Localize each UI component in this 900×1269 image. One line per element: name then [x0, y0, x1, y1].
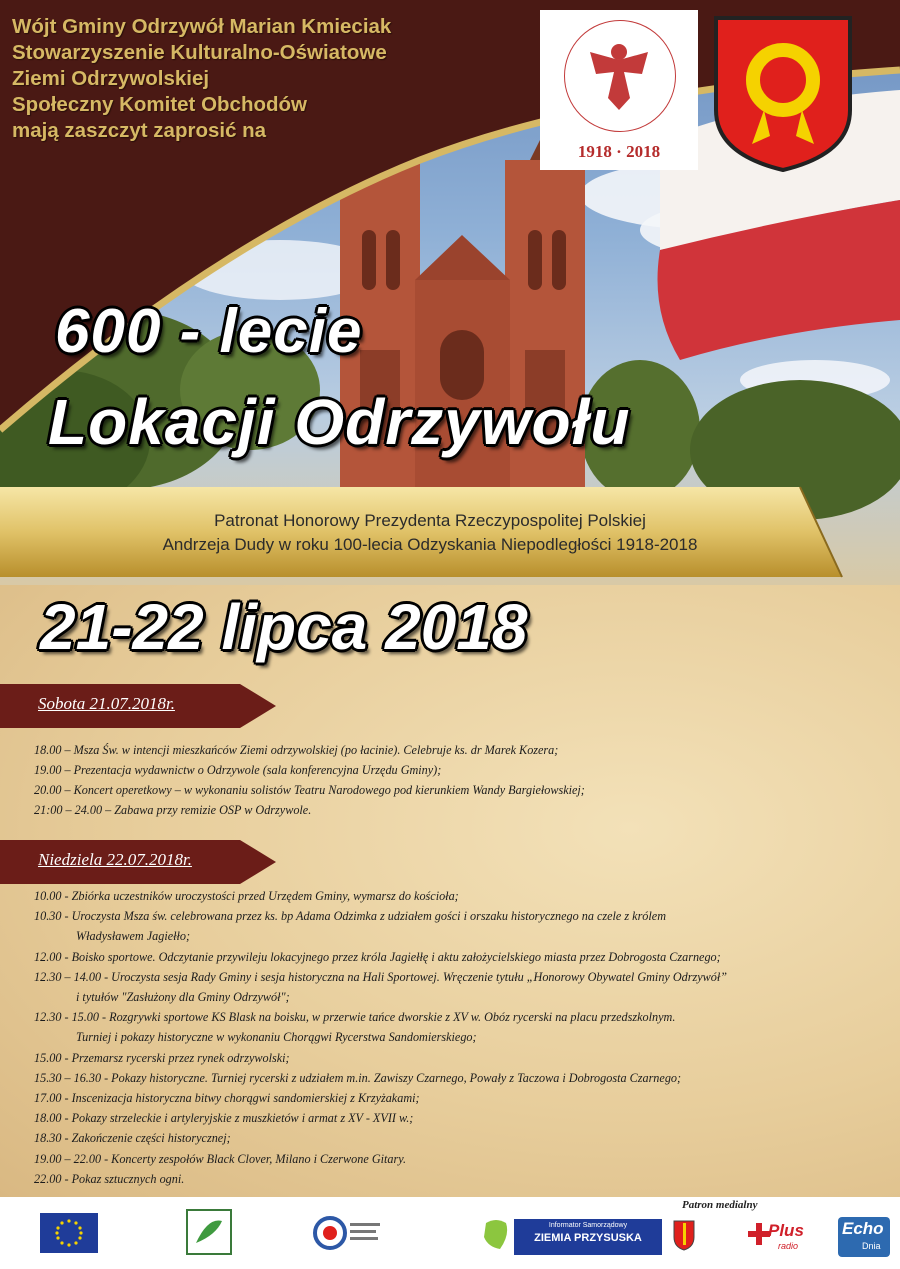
gold-ribbon	[0, 483, 900, 583]
plus-cross-icon	[748, 1223, 770, 1245]
saturday-label: Sobota 21.07.2018r.	[38, 694, 175, 713]
rural-development-logo-icon	[312, 1213, 382, 1253]
leader-logo-icon	[186, 1209, 232, 1255]
ziemia-label: ZIEMIA PRZYSUSKA	[534, 1232, 642, 1244]
list-item: 21:00 – 24.00 – Zabawa przy remizie OSP w Odrzywole.	[34, 803, 312, 817]
echo-label: Echo	[842, 1219, 884, 1238]
list-item: 15.30 – 16.30 - Pokazy historyczne. Turniej rycerski z udziałem m.in. Zawiszy Czarnego, Powały z Taczowa i Dobrogosta Czarnego;	[34, 1070, 682, 1085]
ziemia-przysuska-logo	[514, 1219, 662, 1255]
list-item: 19.00 – Prezentacja wydawnictw o Odrzywole (sala konferencyjna Urzędu Gminy);	[34, 763, 442, 777]
organizer-line: mają zaszczyt zaprosić na	[12, 119, 267, 142]
map-logo-icon	[482, 1217, 510, 1253]
saturday-banner	[0, 684, 280, 728]
list-item: Turniej i pokazy historyczne w wykonaniu Chorągwi Rycerstwa Sandomierskiego;	[76, 1030, 477, 1045]
patronage-line-2: Andrzeja Dudy w roku 100-lecia Odzyskania Niepodległości 1918-2018	[162, 535, 698, 554]
county-crest-icon	[672, 1219, 696, 1251]
ziemia-small-label: Informator Samorządowy	[548, 1222, 628, 1229]
list-item: 15.00 - Przemarsz rycerski przez rynek odrzywolski;	[34, 1050, 290, 1065]
list-item: 10.30 - Uroczysta Msza św. celebrowana przez ks. bp Adama Odzimka z udziałem gości i orszaku historycznego na czele z królem	[34, 909, 666, 924]
eu-flag-icon	[40, 1213, 98, 1253]
list-item: 10.00 - Zbiórka uczestników uroczystości przed Urzędem Gminy, wymarsz do kościoła;	[34, 889, 459, 903]
plus-label: Plus	[768, 1221, 804, 1240]
title-line-2: Lokacji Odrzywołu	[48, 386, 631, 458]
list-item: 18.00 – Msza Św. w intencji mieszkańców Ziemi odrzywolskiej (po łacinie). Celebruje ks. dr Marek Kozera;	[34, 743, 559, 757]
organizers-text	[12, 14, 552, 144]
saturday-program	[34, 740, 884, 820]
organizer-line: Ziemi Odrzywolskiej	[12, 67, 210, 90]
list-item: 18.30 - Zakończenie części historycznej;	[34, 1131, 231, 1146]
white-eagle-icon	[584, 38, 654, 114]
echo-dnia-logo	[838, 1217, 890, 1257]
centenary-logo	[540, 10, 698, 170]
plus-radio-logo	[748, 1219, 808, 1255]
list-item: 22.00 - Pokaz sztucznych ogni.	[34, 1171, 185, 1186]
patronage-line-1: Patronat Honorowy Prezydenta Rzeczypospolitej Polskiej	[214, 511, 646, 530]
sunday-program	[34, 886, 884, 1189]
list-item: 12.30 - 15.00 - Rozgrywki sportowe KS Blask na boisku, w przerwie tańce dworskie z XV w. Obóz rycerski na placu przedszkolnym.	[34, 1010, 676, 1025]
odrzywol-coat-of-arms	[712, 14, 854, 174]
list-item: i tytułów "Zasłużony dla Gminy Odrzywół";	[76, 990, 290, 1005]
organizer-line: Społeczny Komitet Obchodów	[12, 93, 307, 116]
sunday-banner	[0, 840, 280, 884]
echo-sub-label: Dnia	[862, 1241, 881, 1251]
title-line-1: 600 - lecie	[55, 297, 363, 366]
list-item: 12.30 – 14.00 - Uroczysta sesja Rady Gminy i sesja historyczna na Hali Sportowej. Wręczenie tytułu „Honorowy Obywatel Gminy Odrzywół”	[34, 969, 728, 984]
list-item: 20.00 – Koncert operetkowy – w wykonaniu solistów Teatru Narodowego pod kierunkiem Wandy Bargiełowskiej;	[34, 783, 585, 797]
list-item: Władysławem Jagiełło;	[76, 929, 191, 944]
sunday-label: Niedziela 22.07.2018r.	[38, 850, 192, 869]
centenary-years: 1918 · 2018	[577, 142, 661, 161]
list-item: 19.00 – 22.00 - Koncerty zespołów Black Clover, Milano i Czerwone Gitary.	[34, 1151, 407, 1166]
organizer-line: Stowarzyszenie Kulturalno-Oświatowe	[12, 41, 387, 64]
plus-sub-label: radio	[778, 1241, 799, 1251]
event-dates: 21-22 lipca 2018	[40, 591, 528, 663]
organizer-line: Wójt Gminy Odrzywół Marian Kmieciak	[12, 15, 392, 38]
media-patron-label: Patron medialny	[682, 1199, 758, 1211]
list-item: 18.00 - Pokazy strzeleckie i artyleryjskie z muszkietów i armat z XV - XVII w.;	[34, 1111, 414, 1126]
list-item: 17.00 - Inscenizacja historyczna bitwy chorągwi sandomierskiej z Krzyżakami;	[34, 1091, 420, 1106]
list-item: 12.00 - Boisko sportowe. Odczytanie przywileju lokacyjnego przez króla Jagiełłę i aktu założycielskiego miasta przez Dobrogosta Czarnego;	[34, 949, 721, 964]
sponsor-footer	[0, 1197, 900, 1269]
